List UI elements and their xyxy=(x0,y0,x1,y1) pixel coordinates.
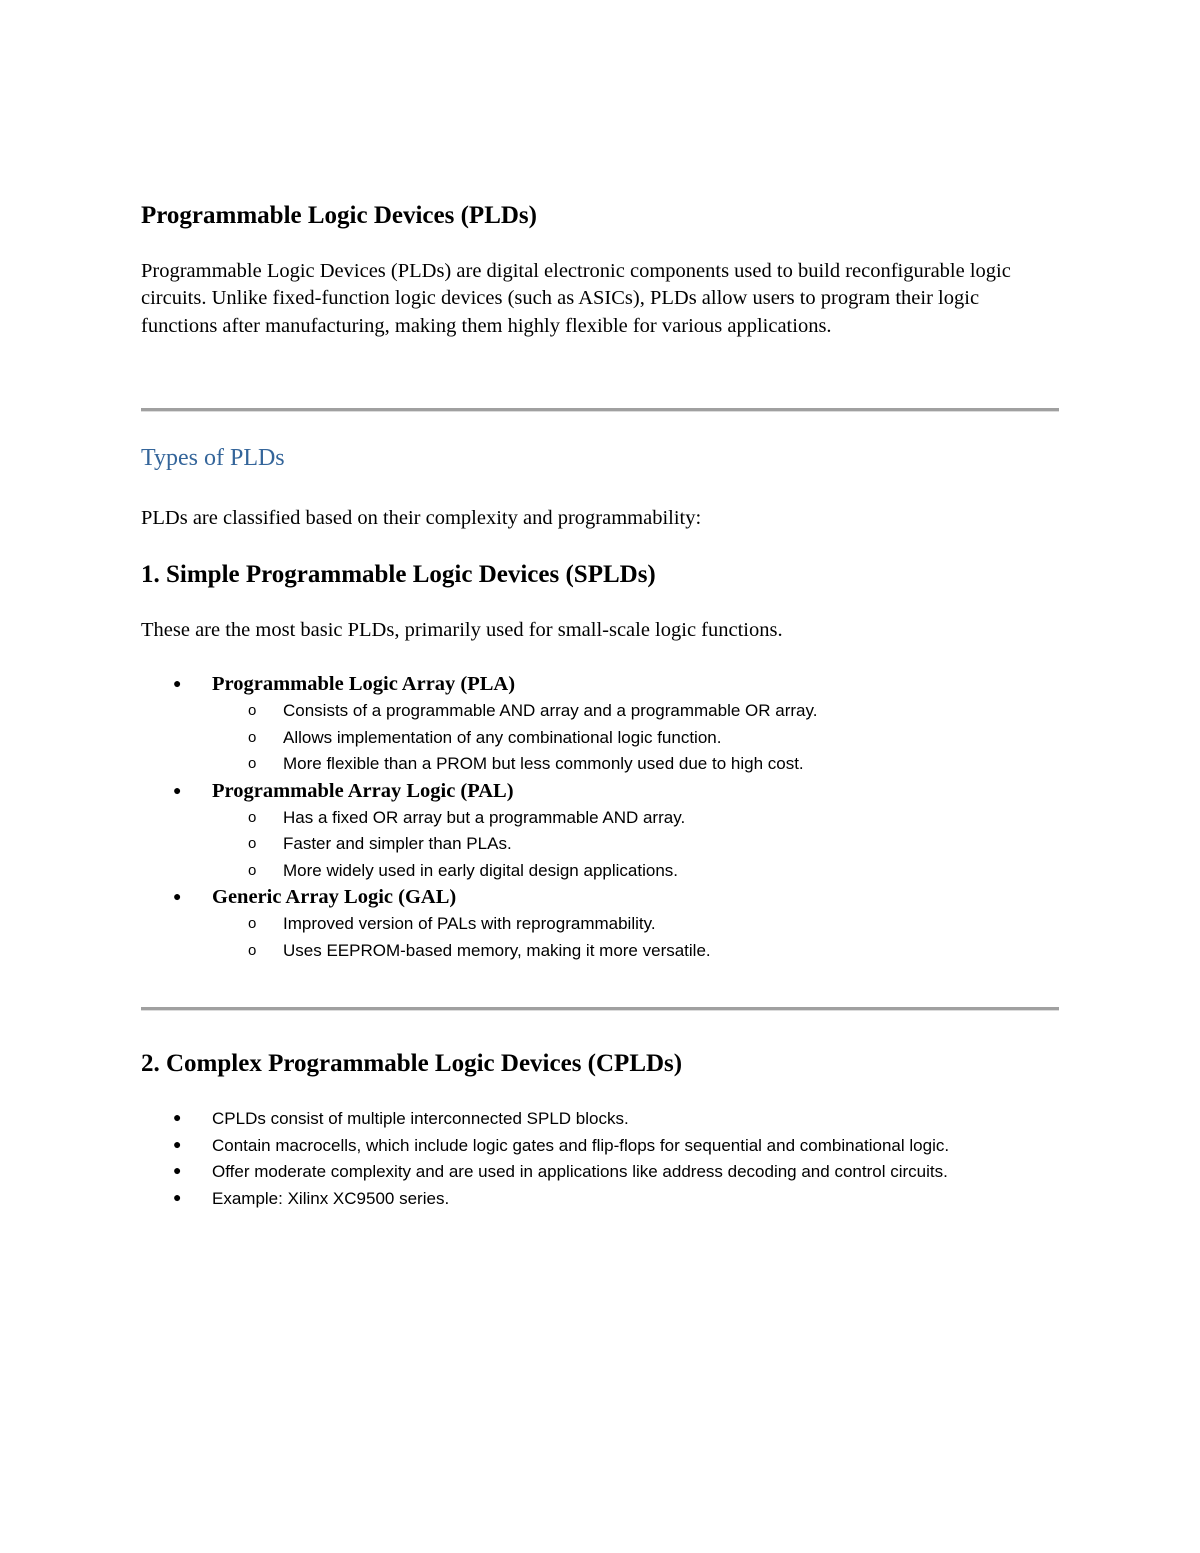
list-item-text: Example: Xilinx XC9500 series. xyxy=(212,1188,450,1208)
circle-bullet-icon: o xyxy=(248,808,257,826)
sublist-item-text: Allows implementation of any combinational logic function. xyxy=(283,727,722,747)
page-title: Programmable Logic Devices (PLDs) xyxy=(141,202,537,229)
sublist-item-text: Uses EEPROM-based memory, making it more versatile. xyxy=(283,940,711,960)
section-heading-types: Types of PLDs xyxy=(141,445,285,471)
circle-bullet-icon: o xyxy=(248,835,257,852)
horizontal-divider xyxy=(141,1007,1059,1011)
document-page xyxy=(141,0,1059,1553)
list-item xyxy=(141,1133,1022,1160)
bullet-icon: ● xyxy=(173,890,182,905)
circle-bullet-icon: o xyxy=(248,755,257,772)
list-item xyxy=(141,1106,1022,1133)
bullet-icon: ● xyxy=(173,1111,182,1126)
list-item-gal xyxy=(141,884,1059,964)
spld-intro-paragraph: These are the most basic PLDs, primarily used for small-scale logic functions. xyxy=(141,619,783,641)
sublist-item-text: Consists of a programmable AND array and a programmable OR array. xyxy=(283,701,818,720)
list-item-text: Contain macrocells, which include logic gates and flip-flops for sequential and combinational logic. xyxy=(212,1135,950,1155)
types-intro-paragraph: PLDs are classified based on their complexity and programmability: xyxy=(141,507,702,529)
sublist-item-text: Faster and simpler than PLAs. xyxy=(283,834,512,853)
sublist-item xyxy=(212,751,1059,778)
sublist-item xyxy=(212,911,1059,938)
cpld-list xyxy=(141,1106,1059,1212)
sublist-item-text: Has a fixed OR array but a programmable AND array. xyxy=(283,807,686,827)
sublist-item-text: More flexible than a PROM but less commonly used due to high cost. xyxy=(283,754,804,773)
sublist-item-text: Improved version of PALs with reprogrammability. xyxy=(283,914,656,933)
list-item-label: Programmable Logic Array (PLA) xyxy=(212,673,516,695)
list-item-pla xyxy=(141,671,1059,778)
list-item-pal xyxy=(141,778,1059,885)
intro-paragraph: Programmable Logic Devices (PLDs) are digital electronic components used to build reconfigurable logic circuits. Unlike fixed-function logic devices (such as ASICs), PLDs allow users to program their logic functions after manufacturing, making them highly flexible for various applications. xyxy=(141,260,1011,337)
sublist-item xyxy=(212,831,1059,858)
spld-heading: 1. Simple Programmable Logic Devices (SPLDs) xyxy=(141,561,656,588)
sublist xyxy=(212,698,1059,778)
sublist-item xyxy=(212,805,1059,832)
list-item xyxy=(141,1159,1022,1186)
spld-list xyxy=(141,671,1059,964)
bullet-icon: ● xyxy=(173,1164,182,1179)
sublist xyxy=(212,805,1059,885)
sublist-item xyxy=(212,698,1059,725)
list-item-text: Offer moderate complexity and are used in applications like address decoding and control circuits. xyxy=(212,1162,948,1181)
bullet-icon: ● xyxy=(173,1137,182,1153)
list-item-label: Programmable Array Logic (PAL) xyxy=(212,779,514,802)
bullet-icon: ● xyxy=(173,1190,182,1206)
circle-bullet-icon: o xyxy=(248,728,257,746)
sublist-item xyxy=(212,858,1059,885)
sublist-item xyxy=(212,938,1059,965)
list-item-text: CPLDs consist of multiple interconnected SPLD blocks. xyxy=(212,1109,629,1128)
horizontal-divider xyxy=(141,408,1059,412)
circle-bullet-icon: o xyxy=(248,702,257,719)
bullet-icon: ● xyxy=(173,783,182,799)
list-item-label: Generic Array Logic (GAL) xyxy=(212,886,457,908)
circle-bullet-icon: o xyxy=(248,861,257,879)
list-item xyxy=(141,1186,1022,1213)
bullet-icon: ● xyxy=(173,677,182,692)
sublist xyxy=(212,911,1059,964)
circle-bullet-icon: o xyxy=(248,915,257,932)
circle-bullet-icon: o xyxy=(248,941,257,959)
sublist-item-text: More widely used in early digital design applications. xyxy=(283,860,678,880)
cpld-heading: 2. Complex Programmable Logic Devices (CPLDs) xyxy=(141,1050,683,1077)
sublist-item xyxy=(212,725,1059,752)
